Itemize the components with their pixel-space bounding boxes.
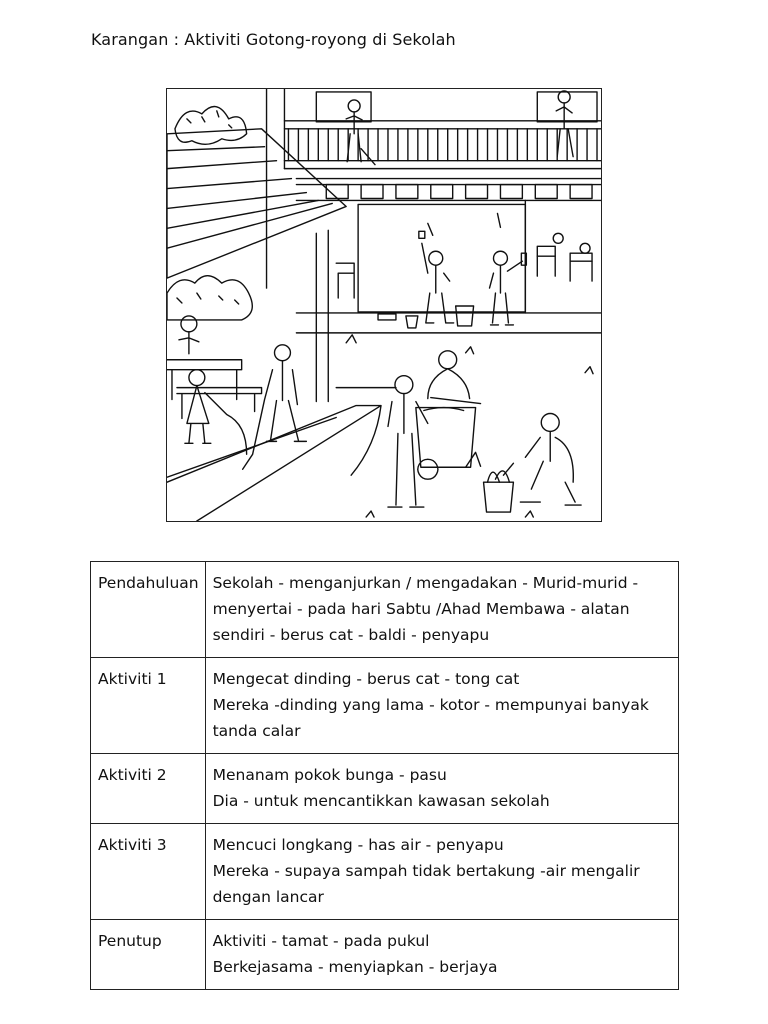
sweeping-children <box>179 316 306 469</box>
row-label: Aktiviti 3 <box>91 824 206 920</box>
content-line: menyertai - pada hari Sabtu /Ahad Membawa - alatan <box>212 600 630 618</box>
outline-table-body <box>91 562 679 990</box>
row-content <box>205 824 678 920</box>
bench-table <box>167 360 262 419</box>
pavement-drain <box>167 388 396 521</box>
content-line: dengan lancar <box>212 888 324 906</box>
trees-icon <box>175 107 247 145</box>
content-line: Berkejasama - menyiapkan - berjaya <box>212 958 498 976</box>
row-content <box>205 562 678 658</box>
content-line: Mereka - supaya sampah tidak bertakung -air mengalir <box>212 862 640 880</box>
content-line: Sekolah - menganjurkan / mengadakan - Murid-murid - <box>212 574 639 592</box>
table-row-aktiviti-2 <box>91 754 679 824</box>
planting-boy <box>466 413 581 512</box>
grass-icon <box>346 335 593 517</box>
content-line: Aktiviti - tamat - pada pukul <box>212 932 430 950</box>
classroom-wall <box>296 200 601 332</box>
table-row-aktiviti-1 <box>91 658 679 754</box>
content-line: Menanam pokok bunga - pasu <box>212 766 447 784</box>
row-label: Aktiviti 2 <box>91 754 206 824</box>
content-line: Dia - untuk mencantikkan kawasan sekolah <box>212 792 550 810</box>
row-label: Penutup <box>91 920 206 990</box>
content-line: Mencuci longkang - has air - penyapu <box>212 836 504 854</box>
content-line: Mereka -dinding yang lama - kotor - mempunyai banyak <box>212 696 649 714</box>
canteen-roof <box>167 129 346 402</box>
content-line: tanda calar <box>212 722 301 740</box>
row-label: Pendahuluan <box>91 562 206 658</box>
row-content <box>205 754 678 824</box>
page-title: Karangan : Aktiviti Gotong-royong di Sekolah <box>91 30 456 49</box>
table-row-pendahuluan <box>91 562 679 658</box>
wheelbarrow-group <box>388 351 481 507</box>
row-label: Aktiviti 1 <box>91 658 206 754</box>
table-row-aktiviti-3 <box>91 824 679 920</box>
outline-table <box>90 561 679 990</box>
school-gotong-royong-illustration <box>166 88 602 522</box>
bushes-icon <box>167 276 252 320</box>
content-line: Mengecat dinding - berus cat - tong cat <box>212 670 520 688</box>
row-content <box>205 920 678 990</box>
table-row-penutup <box>91 920 679 990</box>
content-line: sendiri - berus cat - baldi - penyapu <box>212 626 490 644</box>
row-content <box>205 658 678 754</box>
balcony-people <box>346 91 573 165</box>
